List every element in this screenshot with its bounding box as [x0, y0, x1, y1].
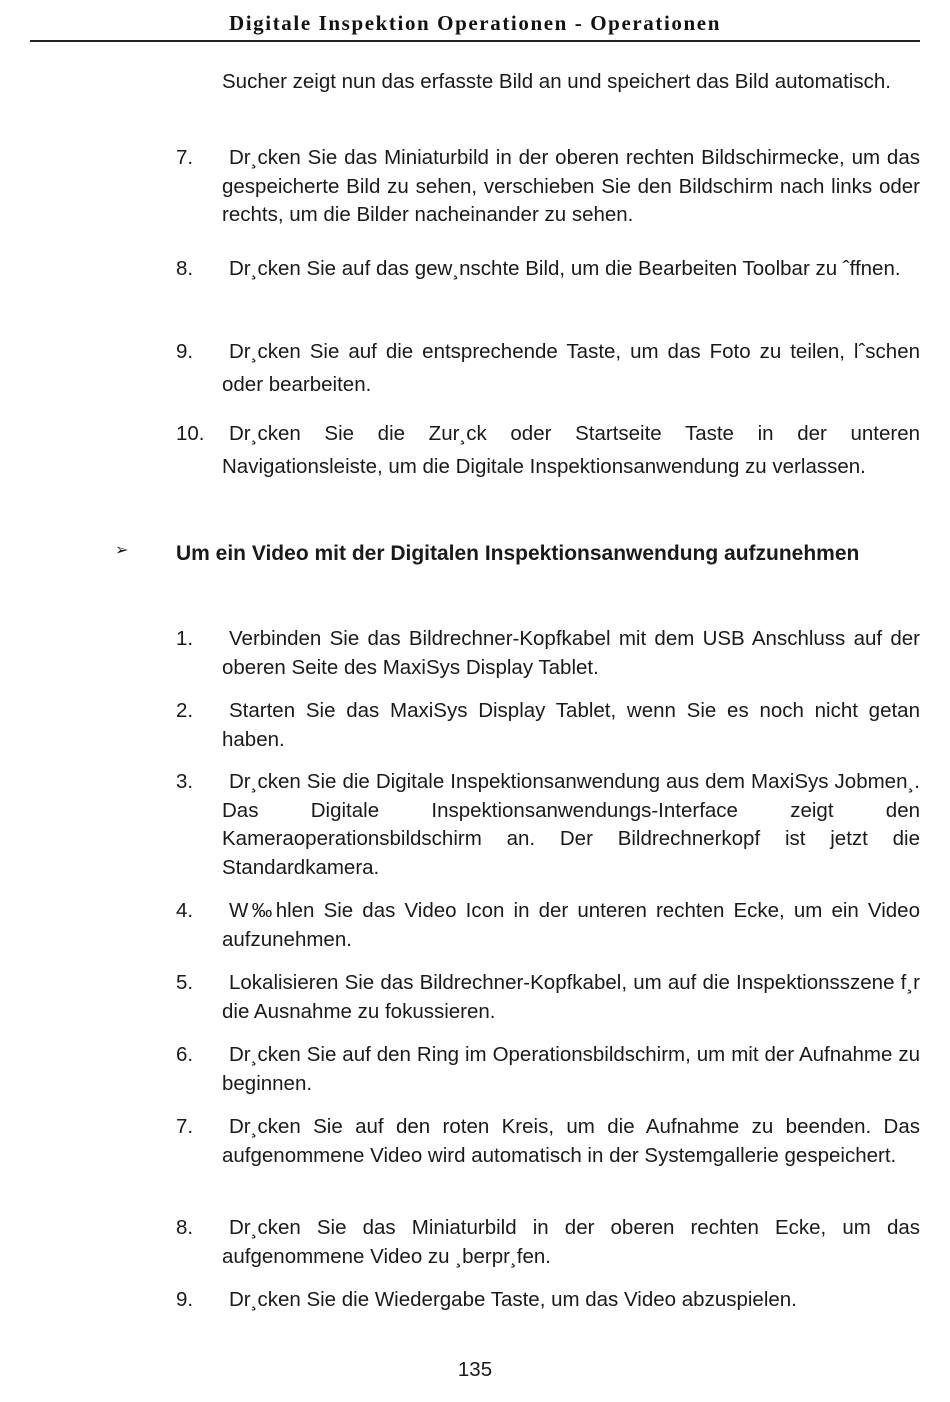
step-text: Dr¸cken Sie die Zur¸ck oder Startseite Taste in der unteren Navigationsleiste, um die Digitale Inspektionsanwendung zu verlassen. [222, 422, 920, 478]
video-step-6 [176, 1041, 920, 1098]
step-number: 10. [176, 422, 205, 445]
step-number: 6. [176, 1043, 194, 1066]
video-step-5 [176, 969, 920, 1026]
step-number: 8. [176, 1216, 194, 1239]
step-text: Verbinden Sie das Bildrechner-Kopfkabel mit dem USB Anschluss auf der oberen Seite des MaxiSys Display Tablet. [222, 627, 920, 679]
step-text: Dr¸cken Sie die Digitale Inspektionsanwendung aus dem MaxiSys Jobmen¸. Das Digitale Inspektionsanwendungs-Interface zeigt den Kameraoperationsbildschirm an. Der Bildrechnerkopf ist jetzt die Standardkamera. [222, 770, 920, 879]
step-number: 1. [176, 627, 194, 650]
step-text: W‰hlen Sie das Video Icon in der unteren rechten Ecke, um ein Video aufzunehmen. [222, 899, 920, 951]
video-step-9 [176, 1286, 920, 1315]
step-number: 9. [176, 340, 194, 363]
step-text: Dr¸cken Sie auf die entsprechende Taste, um das Foto zu teilen, lˆschen oder bearbeiten. [222, 340, 920, 396]
section-heading-text: Um ein Video mit der Digitalen Inspektionsanwendung aufzunehmen [176, 542, 860, 565]
arrow-bullet-icon: ➢ [115, 542, 129, 559]
step-number: 7. [176, 146, 194, 169]
running-header-title: Digitale Inspektion Operationen - Operationen [228, 11, 721, 35]
section-heading [115, 535, 920, 573]
step-text: Lokalisieren Sie das Bildrechner-Kopfkabel, um auf die Inspektionsszene f¸r die Ausnahme zu fokussieren. [222, 971, 920, 1023]
step-number: 2. [176, 699, 194, 722]
step-number: 4. [176, 899, 194, 922]
video-step-3 [176, 768, 920, 882]
step-number: 3. [176, 770, 194, 793]
continuation-paragraph: Sucher zeigt nun das erfasste Bild an und speichert das Bild automatisch. [222, 70, 891, 93]
video-step-2 [176, 697, 920, 754]
step-text: Dr¸cken Sie auf den roten Kreis, um die Aufnahme zu beenden. Das aufgenommene Video wird automatisch in der Systemgallerie gespeichert. [222, 1115, 920, 1167]
step-text: Dr¸cken Sie die Wiedergabe Taste, um das Video abzuspielen. [229, 1288, 797, 1311]
video-step-1 [176, 625, 920, 682]
page-number: 135 [457, 1358, 493, 1381]
header-divider [30, 40, 920, 42]
photo-step-8 [176, 252, 920, 285]
step-number: 9. [176, 1288, 194, 1311]
photo-step-10 [176, 417, 920, 483]
step-number: 8. [176, 257, 194, 280]
video-step-4 [176, 897, 920, 954]
photo-step-9 [176, 335, 920, 401]
video-step-7 [176, 1113, 920, 1170]
video-step-8 [176, 1214, 920, 1271]
step-text: Starten Sie das MaxiSys Display Tablet, wenn Sie es noch nicht getan haben. [222, 699, 920, 751]
step-text: Dr¸cken Sie auf das gew¸nschte Bild, um die Bearbeiten Toolbar zu ˆffnen. [229, 257, 901, 280]
step-text: Dr¸cken Sie das Miniaturbild in der oberen rechten Bildschirmecke, um das gespeicherte Bild zu sehen, verschieben Sie den Bildschirm nach links oder rechts, um die Bilder nacheinander zu sehen. [222, 146, 920, 226]
step-number: 7. [176, 1115, 194, 1138]
photo-step-7 [176, 144, 920, 230]
step-text: Dr¸cken Sie auf den Ring im Operationsbildschirm, um mit der Aufnahme zu beginnen. [222, 1043, 920, 1095]
step-number: 5. [176, 971, 194, 994]
step-text: Dr¸cken Sie das Miniaturbild in der oberen rechten Ecke, um das aufgenommene Video zu ¸berpr¸fen. [222, 1216, 920, 1268]
